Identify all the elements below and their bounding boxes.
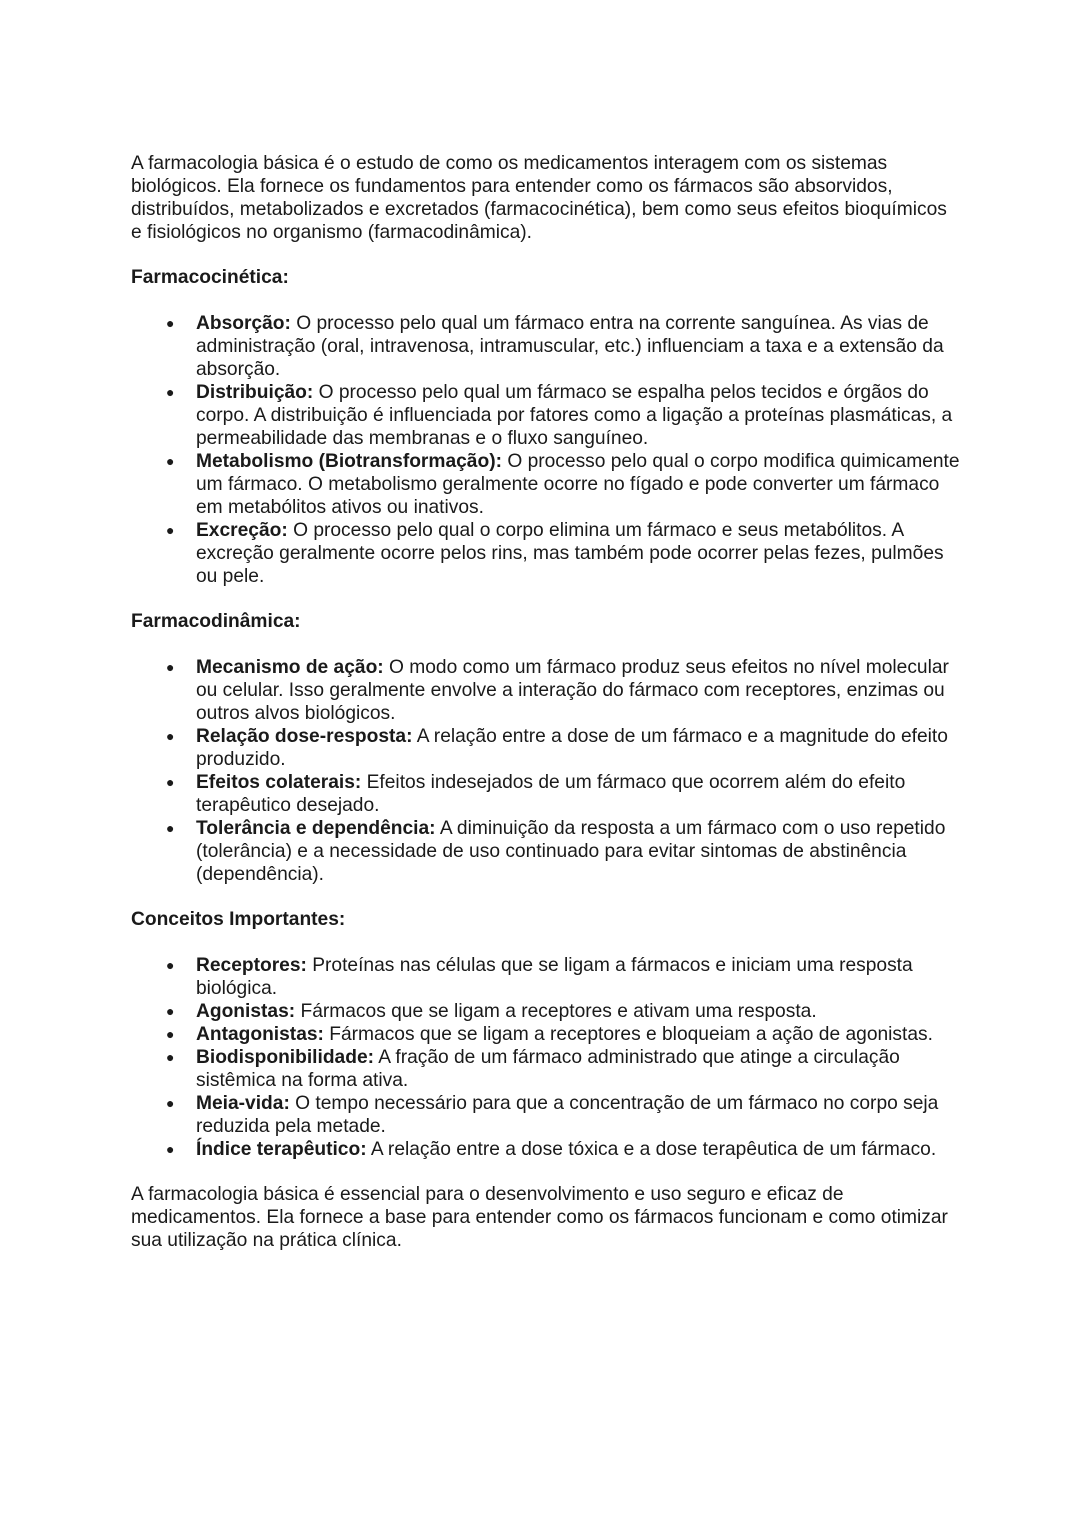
list-item: [131, 656, 961, 725]
bullet-icon: ●: [166, 1141, 175, 1157]
document-page: [131, 152, 961, 1252]
section-farmacocinetica: [131, 266, 961, 588]
section-heading: Farmacocinética:: [131, 267, 289, 288]
item-term: Tolerância e dependência:: [196, 818, 436, 839]
bullet-icon: ●: [166, 820, 175, 836]
bullet-icon: ●: [166, 315, 175, 331]
item-text: O tempo necessário para que a concentração de um fármaco no corpo seja reduzida pela metade.: [196, 1093, 939, 1137]
item-text: O modo como um fármaco produz seus efeitos no nível molecular ou celular. Isso geralmente envolve a interação do fármaco com receptores, enzimas ou outros alvos biológicos.: [196, 657, 949, 724]
bullet-list: [131, 312, 961, 588]
section-heading: Conceitos Importantes:: [131, 909, 346, 930]
item-term: Receptores:: [196, 955, 307, 976]
bullet-icon: ●: [166, 1049, 175, 1065]
bullet-icon: ●: [166, 774, 175, 790]
intro-paragraph: A farmacologia básica é o estudo de como os medicamentos interagem com os sistemas biológicos. Ela fornece os fundamentos para entender como os fármacos são absorvidos, distribuídos, metabolizados e excretados (farmacocinética), bem como seus efeitos bioquímicos e fisiológicos no organismo (farmacodinâmica).: [131, 153, 947, 243]
item-text: A fração de um fármaco administrado que atinge a circulação sistêmica na forma ativa.: [196, 1047, 900, 1091]
item-term: Mecanismo de ação:: [196, 657, 384, 678]
bullet-icon: ●: [166, 453, 175, 469]
item-text: O processo pelo qual um fármaco entra na corrente sanguínea. As vias de administração (oral, intravenosa, intramuscular, etc.) influenciam a taxa e a extensão da absorção.: [196, 313, 944, 380]
list-item: [131, 1046, 961, 1092]
list-item: [131, 312, 961, 381]
section-heading: Farmacodinâmica:: [131, 611, 301, 632]
item-term: Índice terapêutico:: [196, 1139, 367, 1160]
bullet-list: [131, 954, 961, 1161]
item-term: Distribuição:: [196, 382, 314, 403]
list-item: [131, 519, 961, 588]
item-term: Antagonistas:: [196, 1024, 324, 1045]
item-term: Biodisponibilidade:: [196, 1047, 375, 1068]
list-item: [131, 1092, 961, 1138]
item-term: Relação dose-resposta:: [196, 726, 413, 747]
list-item: [131, 381, 961, 450]
item-text: Fármacos que se ligam a receptores e ativam uma resposta.: [295, 1001, 817, 1022]
item-term: Metabolismo (Biotransformação):: [196, 451, 502, 472]
closing-paragraph: A farmacologia básica é essencial para o desenvolvimento e uso seguro e eficaz de medicamentos. Ela fornece a base para entender como os fármacos funcionam e como otimizar sua utilização na prática clínica.: [131, 1184, 948, 1251]
bullet-icon: ●: [166, 1003, 175, 1019]
list-item: [131, 450, 961, 519]
item-text: A diminuição da resposta a um fármaco com o uso repetido (tolerância) e a necessidade de uso continuado para evitar sintomas de abstinência (dependência).: [196, 818, 946, 885]
item-text: Proteínas nas células que se ligam a fármacos e iniciam uma resposta biológica.: [196, 955, 913, 999]
bullet-icon: ●: [166, 522, 175, 538]
bullet-list: [131, 656, 961, 886]
section-farmacodinamica: [131, 610, 961, 886]
bullet-icon: ●: [166, 1095, 175, 1111]
bullet-icon: ●: [166, 1026, 175, 1042]
list-item: [131, 817, 961, 886]
list-item: [131, 771, 961, 817]
bullet-icon: ●: [166, 384, 175, 400]
bullet-icon: ●: [166, 957, 175, 973]
item-text: Fármacos que se ligam a receptores e bloqueiam a ação de agonistas.: [323, 1024, 933, 1045]
list-item: [131, 725, 961, 771]
item-text: A relação entre a dose de um fármaco e a magnitude do efeito produzido.: [196, 726, 948, 770]
item-term: Absorção:: [196, 313, 291, 334]
item-text: A relação entre a dose tóxica e a dose terapêutica de um fármaco.: [366, 1139, 937, 1160]
bullet-icon: ●: [166, 659, 175, 675]
list-item: [131, 1138, 961, 1161]
item-text: O processo pelo qual o corpo elimina um fármaco e seus metabólitos. A excreção geralmente ocorre pelos rins, mas também pode ocorrer pelas fezes, pulmões ou pele.: [196, 520, 944, 587]
bullet-icon: ●: [166, 728, 175, 744]
item-term: Efeitos colaterais:: [196, 772, 362, 793]
list-item: [131, 954, 961, 1000]
list-item: [131, 1023, 961, 1046]
item-term: Excreção:: [196, 520, 288, 541]
item-term: Meia-vida:: [196, 1093, 290, 1114]
item-text: Efeitos indesejados de um fármaco que ocorrem além do efeito terapêutico desejado.: [196, 772, 906, 816]
list-item: [131, 1000, 961, 1023]
item-text: O processo pelo qual o corpo modifica quimicamente um fármaco. O metabolismo geralmente ocorre no fígado e pode converter um fármaco em metabólitos ativos ou inativos.: [196, 451, 960, 518]
section-conceitos-importantes: [131, 908, 961, 1161]
item-term: Agonistas:: [196, 1001, 296, 1022]
item-text: O processo pelo qual um fármaco se espalha pelos tecidos e órgãos do corpo. A distribuição é influenciada por fatores como a ligação a proteínas plasmáticas, a permeabilidade das membranas e o fluxo sanguíneo.: [196, 382, 953, 449]
